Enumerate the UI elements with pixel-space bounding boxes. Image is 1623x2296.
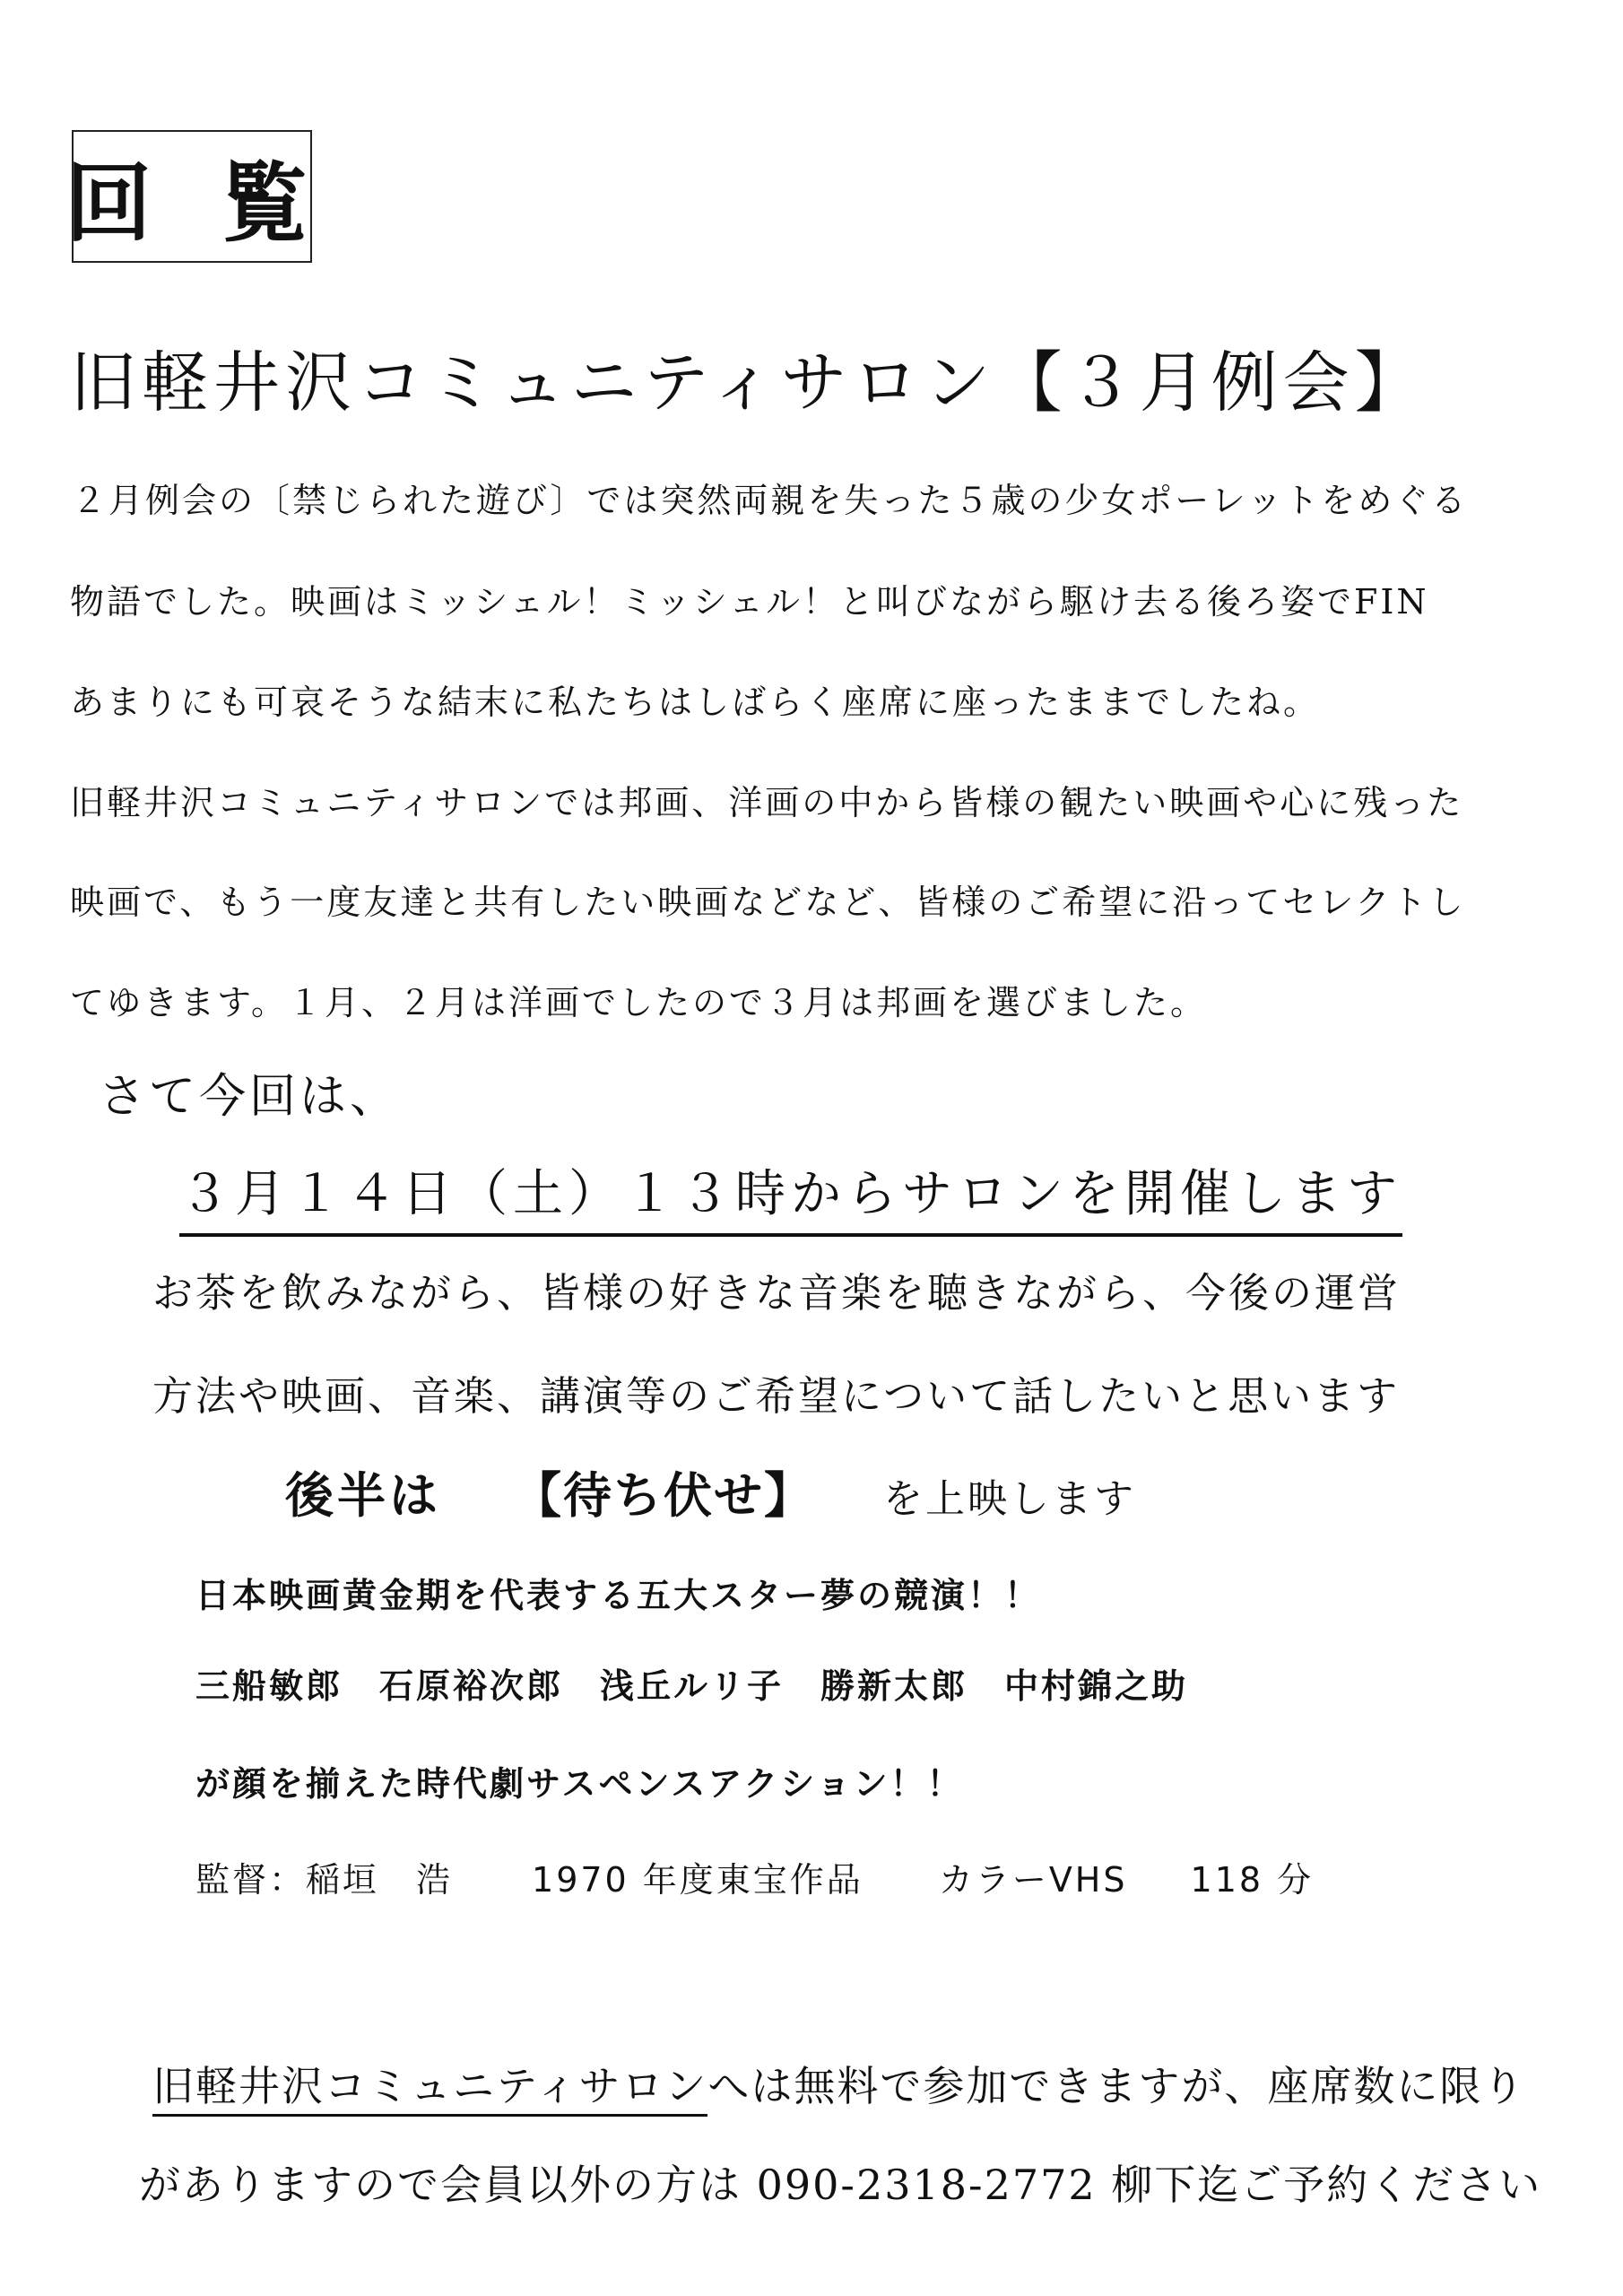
- recap-line: 旧軽井沢コミュニティサロンでは邦画、洋画の中から皆様の観たい映画や心に残った: [70, 783, 1464, 822]
- recap-line: あまりにも可哀そうな結末に私たちはしばらく座席に座ったままでしたね。: [70, 683, 1321, 722]
- event-date-heading: ３月１４日（土）１３時からサロンを開催します: [179, 1154, 1402, 1237]
- footer-contact-line: がありますので会員以外の方は 090-2318-2772 柳下迄ご予約ください: [139, 2161, 1542, 2209]
- film-production: 1970 年度東宝作品: [532, 1860, 864, 1900]
- circulation-stamp-box: [65, 130, 327, 263]
- film-format: カラーVHS: [938, 1860, 1128, 1900]
- screening-label: 後半は: [285, 1467, 441, 1524]
- film-title: 【待ち伏せ】: [513, 1467, 814, 1524]
- recap-line: 映画で、もう一度友達と共有したい映画などなど、皆様のご希望に沿ってセレクトし: [70, 883, 1466, 922]
- event-intro: さて今回は、: [99, 1070, 401, 1124]
- film-runtime: 118 分: [1190, 1860, 1315, 1900]
- recap-line: ２月例会の〔禁じられた遊び〕では突然両親を失った５歳の少女ポーレットをめぐる: [72, 481, 1469, 520]
- recap-line: てゆきます。１月、２月は洋画でしたので３月は邦画を選びました。: [70, 983, 1207, 1022]
- film-credits: [195, 1852, 1314, 1901]
- venue-name: 旧軽井沢コミュニティサロン: [152, 2062, 707, 2117]
- film-tagline: 日本映画黄金期を代表する五大スター夢の競演！！: [195, 1576, 1042, 1615]
- circulation-stamp-label: 回 覧: [65, 152, 327, 254]
- film-director: 監督：稲垣 浩: [195, 1860, 454, 1900]
- notice-title: 旧軽井沢コミュニティサロン【３月例会】: [70, 344, 1427, 422]
- footer-line-text: へは無料で参加できますが、座席数に限り: [707, 2062, 1526, 2110]
- film-genre: が顔を揃えた時代劇サスペンスアクション！！: [195, 1764, 964, 1804]
- recap-line: 物語でした。映画はミッシェル！ミッシェル！と叫びながら駆け去る後ろ姿でFIN: [70, 582, 1429, 622]
- film-cast: 三船敏郎 石原裕次郎 浅丘ルリ子 勝新太郎 中村錦之助: [195, 1666, 1189, 1706]
- footer-line: [152, 2054, 1525, 2113]
- event-description-line: 方法や映画、音楽、講演等のご希望について話したいと思います: [152, 1372, 1401, 1420]
- event-description-line: お茶を飲みながら、皆様の好きな音楽を聴きながら、今後の運営: [152, 1269, 1402, 1317]
- screening-tail: を上映します: [883, 1476, 1136, 1522]
